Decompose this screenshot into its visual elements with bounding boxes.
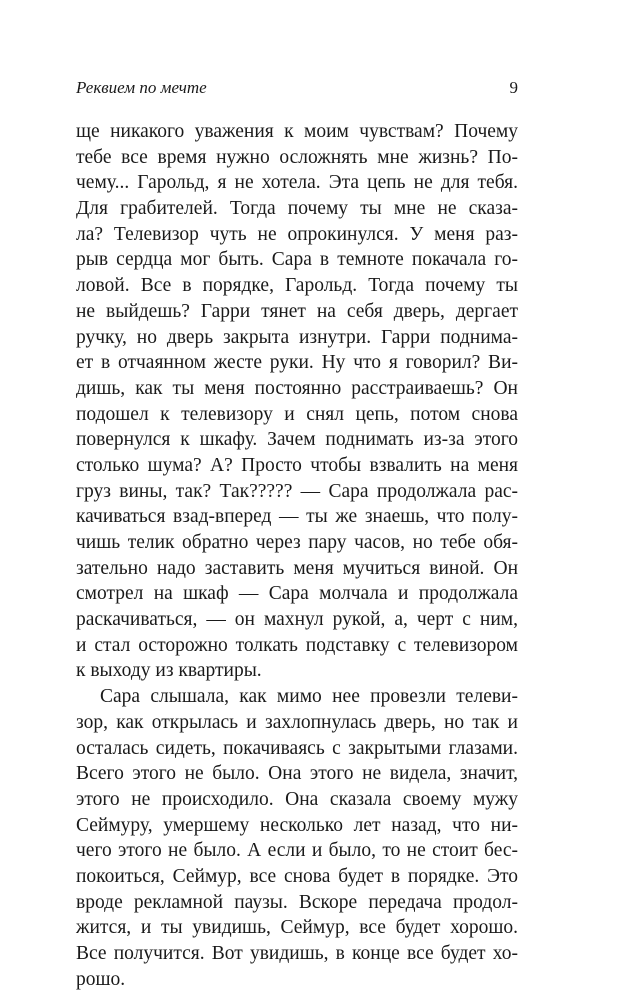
text-line: ет в отчаянном жесте руки. Ну что я говорил? Ви-: [76, 352, 518, 374]
text-line: Сеймуру, умершему несколько лет назад, что ни-: [76, 814, 518, 836]
text-line: повернулся к шкафу. Зачем поднимать из-за этого: [76, 429, 518, 451]
text-line: Сара слышала, как мимо нее провезли телеви-: [100, 686, 518, 708]
text-line: качиваться взад-вперед — ты же знаешь, что полу-: [76, 506, 518, 528]
text-line: подошел к телевизору и снял цепь, потом снова: [76, 403, 518, 425]
text-line: и стал осторожно толкать подставку с телевизором: [76, 634, 518, 656]
text-line: дишь, как ты меня постоянно расстраиваешь? Он: [76, 377, 518, 399]
paragraph-1: [76, 119, 518, 684]
text-line: ловой. Все в порядке, Гарольд. Тогда почему ты: [76, 275, 518, 297]
paragraph-2: [76, 684, 518, 992]
text-line: тебе все время нужно осложнять мне жизнь? По-: [76, 146, 518, 168]
text-line: ла? Телевизор чуть не опрокинулся. У меня раз-: [76, 223, 518, 245]
text-line: раскачиваться, — он махнул рукой, а, черт с ним,: [76, 609, 518, 631]
text-line: Все получится. Вот увидишь, в конце все будет хо-: [76, 943, 518, 964]
text-line: покоиться, Сеймур, все снова будет в порядке. Это: [76, 865, 518, 887]
text-line: груз вины, так? Так????? — Сара продолжала рас-: [76, 480, 518, 502]
text-line: смотрел на шкаф — Сара молчала и продолжала: [76, 583, 518, 605]
text-line: рошо.: [76, 968, 126, 990]
text-line: жится, и ты увидишь, Сеймур, все будет хорошо.: [76, 917, 518, 939]
text-line: рыв сердца мог быть. Сара в темноте покачала го-: [76, 249, 518, 271]
running-head: [76, 76, 518, 100]
text-line: чему... Гарольд, я не хотела. Эта цепь не для тебя.: [76, 172, 518, 194]
text-line: ручку, но дверь закрыта изнутри. Гарри поднима-: [76, 326, 518, 348]
text-line: Всего этого не было. Она этого не видела, значит,: [76, 763, 518, 785]
text-line: осталась сидеть, покачиваясь с закрытыми глазами.: [76, 737, 518, 759]
body-text: [76, 119, 518, 992]
text-line: столько шума? А? Просто чтобы взвалить на меня: [76, 454, 518, 476]
text-line: зательно надо заставить меня мучиться виной. Он: [76, 557, 518, 579]
text-line: ще никакого уважения к моим чувствам? Почему: [76, 121, 518, 142]
text-line: зор, как открылась и захлопнулась дверь, но так и: [76, 711, 518, 733]
text-line: Для грабителей. Тогда почему ты мне не сказа-: [76, 198, 518, 220]
text-line: не выйдешь? Гарри тянет на себя дверь, дергает: [76, 300, 518, 322]
book-title: Реквием по мечте: [76, 78, 207, 97]
text-line: этого не происходило. Она сказала своему мужу: [76, 788, 518, 810]
text-line: чего этого не было. А если и было, то не стоит бес-: [76, 840, 518, 862]
page-number: 9: [509, 78, 518, 97]
text-line: к выходу из квартиры.: [76, 660, 262, 682]
text-line: чишь телик обратно через пару часов, но тебе обя-: [76, 532, 518, 553]
text-line: вроде рекламной паузы. Вскоре передача продол-: [76, 891, 518, 913]
